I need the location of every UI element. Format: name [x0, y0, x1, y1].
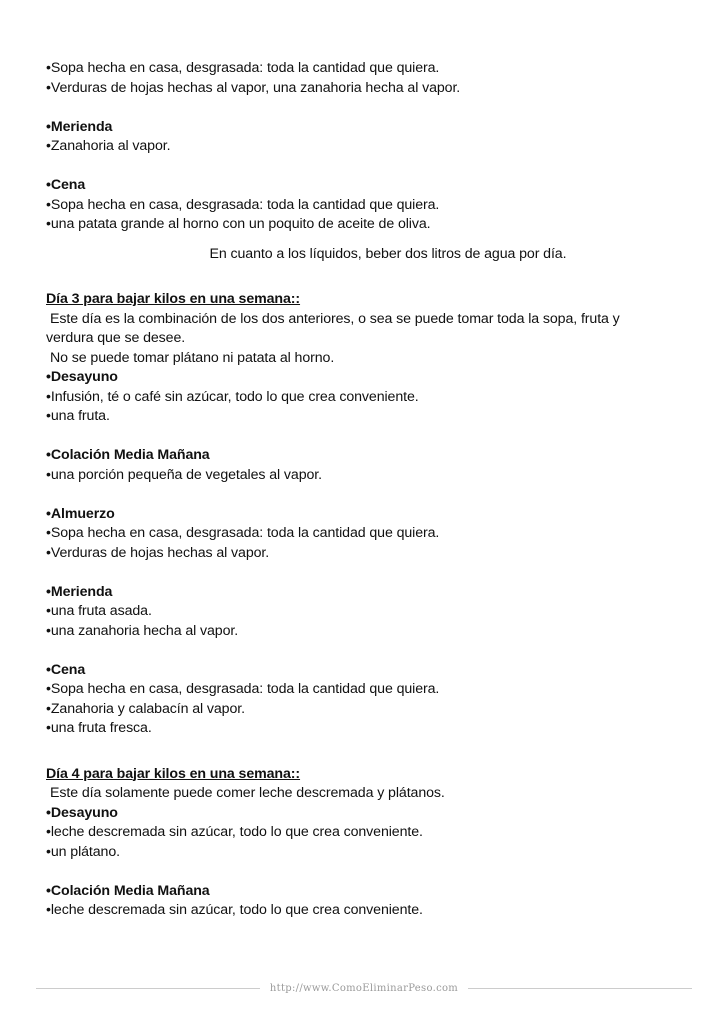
day-3-restriction: No se puede tomar plátano ni patata al horno. — [50, 349, 335, 366]
list-item: •Sopa hecha en casa, desgrasada: toda la cantidad que quiera. — [46, 60, 440, 76]
day-3-description: Este día es la combinación de los dos anteriores, o sea se puede tomar toda la sopa, fruta y — [50, 310, 620, 327]
list-item: •una fruta fresca. — [46, 720, 152, 736]
meal-heading-almuerzo: •Almuerzo — [46, 505, 115, 522]
list-item: •leche descremada sin azúcar, todo lo que crea conveniente. — [46, 902, 423, 918]
meal-heading-colacion: •Colación Media Mañana — [46, 447, 210, 463]
list-item: •una porción pequeña de vegetales al vapor. — [46, 466, 322, 483]
list-item: •una fruta. — [46, 408, 110, 424]
day-3-description-cont: verdura que se desee. — [46, 330, 186, 346]
list-item: •una zanahoria hecha al vapor. — [46, 622, 239, 639]
footer-rule-right — [468, 988, 692, 989]
list-item: •Zanahoria al vapor. — [46, 138, 171, 154]
liquids-note: En cuanto a los líquidos, beber dos litros de agua por día. — [209, 245, 567, 262]
footer-url: http://www.ComoEliminarPeso.com — [269, 982, 459, 994]
list-item: •una patata grande al horno con un poquito de aceite de oliva. — [46, 216, 431, 232]
meal-heading-desayuno: •Desayuno — [46, 804, 118, 821]
document-body — [46, 59, 686, 921]
list-item: •Sopa hecha en casa, desgrasada: toda la cantidad que quiera. — [46, 196, 440, 213]
list-item: •leche descremada sin azúcar, todo lo que crea conveniente. — [46, 824, 423, 840]
meal-heading-desayuno: •Desayuno — [46, 369, 118, 385]
list-item: •un plátano. — [46, 843, 120, 860]
footer-rule-left — [36, 988, 260, 989]
list-item: •Verduras de hojas hechas al vapor. — [46, 544, 270, 561]
list-item: •una fruta asada. — [46, 603, 152, 619]
meal-heading-merienda: •Merienda — [46, 583, 113, 600]
day-4-description: Este día solamente puede comer leche descremada y plátanos. — [50, 785, 445, 801]
page-footer — [36, 978, 692, 998]
meal-heading-colacion: •Colación Media Mañana — [46, 882, 210, 899]
list-item: •Verduras de hojas hechas al vapor, una zanahoria hecha al vapor. — [46, 79, 461, 96]
meal-heading-cena: •Cena — [46, 177, 86, 193]
list-item: •Sopa hecha en casa, desgrasada: toda la cantidad que quiera. — [46, 681, 440, 697]
day-4-heading: Día 4 para bajar kilos en una semana:: — [46, 765, 301, 782]
meal-heading-cena: •Cena — [46, 661, 86, 678]
day-3-heading: Día 3 para bajar kilos en una semana:: — [46, 291, 301, 307]
meal-heading-merienda: •Merienda — [46, 118, 113, 135]
list-item: •Infusión, té o café sin azúcar, todo lo que crea conveniente. — [46, 388, 419, 405]
list-item: •Zanahoria y calabacín al vapor. — [46, 700, 245, 717]
list-item: •Sopa hecha en casa, desgrasada: toda la cantidad que quiera. — [46, 525, 440, 541]
